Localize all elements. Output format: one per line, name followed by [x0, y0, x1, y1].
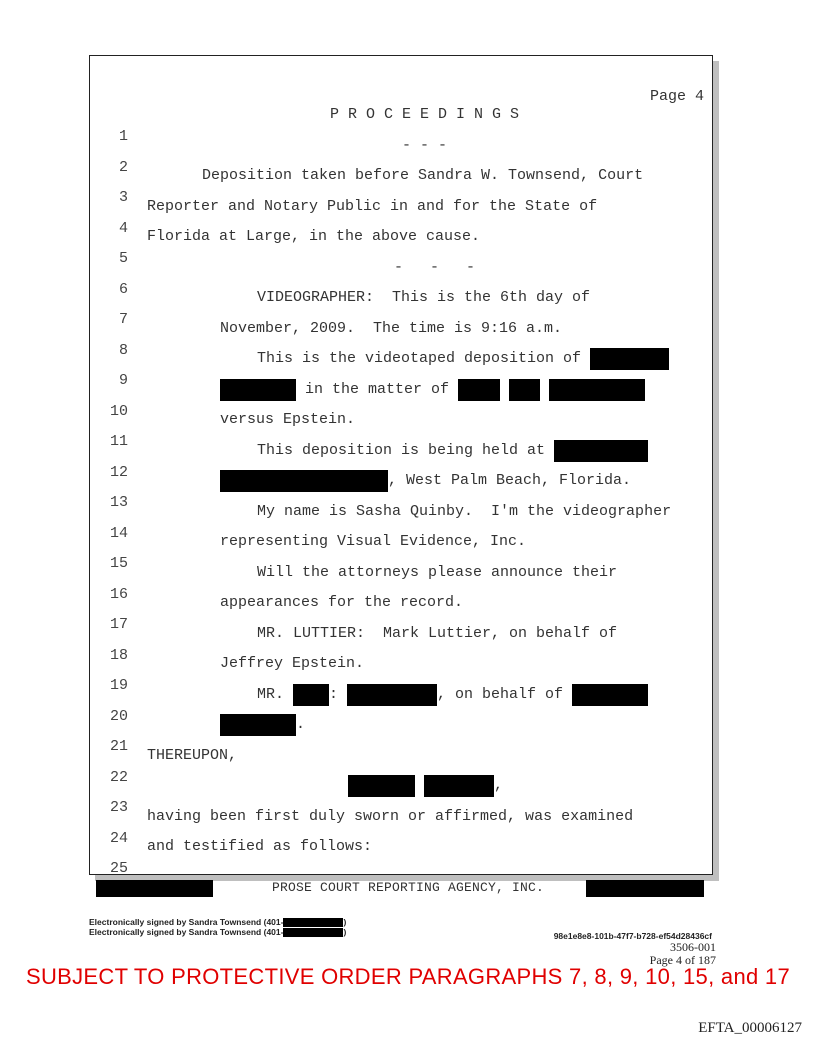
line-number: 19: [109, 677, 128, 694]
line-text: [257, 348, 669, 370]
line-text: and testified as follows:: [147, 838, 373, 855]
line-text: [220, 470, 631, 492]
redaction-box: [283, 918, 343, 927]
transcript-line-20: [90, 684, 712, 725]
esign-close: ): [343, 917, 347, 927]
protective-order-notice: SUBJECT TO PROTECTIVE ORDER PARAGRAPHS 7, 8, 9, 10, 15, and 17: [25, 964, 791, 989]
transcript-line-11: [90, 409, 712, 450]
transcript-line-25: [90, 836, 712, 877]
transcript-line-7: [90, 287, 712, 328]
line-text-segment: , on behalf of: [437, 686, 573, 703]
line-number: 23: [109, 799, 128, 816]
redaction-box: [458, 379, 500, 401]
line-text: Florida at Large, in the above cause.: [147, 228, 481, 245]
line-text: [348, 775, 503, 797]
transcript-line-15: [90, 531, 712, 572]
redaction-box: [220, 714, 296, 736]
transcript-line-13: [90, 470, 712, 511]
line-number: 18: [109, 647, 128, 664]
transcript-line-5: [90, 226, 712, 267]
bates-number: EFTA_00006127: [698, 1020, 802, 1036]
redaction-box: [283, 928, 343, 937]
transcript-page: [89, 55, 713, 875]
redaction-box: [509, 379, 540, 401]
transcript-line-23: [90, 775, 712, 816]
line-text: representing Visual Evidence, Inc.: [220, 533, 527, 550]
esign-text: Electronically signed by Sandra Townsend (401-: [89, 917, 284, 927]
line-text: Will the attorneys please announce their: [257, 564, 618, 581]
line-number: 1: [118, 128, 128, 145]
line-number: 21: [109, 738, 128, 755]
esign-text: Electronically signed by Sandra Townsend (401-: [89, 927, 284, 937]
line-text: [220, 714, 305, 736]
line-number: 25: [109, 860, 128, 877]
line-text: THEREUPON,: [147, 747, 238, 764]
line-text-segment: , West Palm Beach, Florida.: [388, 472, 632, 489]
line-number: 12: [109, 464, 128, 481]
line-text-segment: This deposition is being held at: [257, 442, 555, 459]
line-text: MR. LUTTIER: Mark Luttier, on behalf of: [257, 625, 618, 642]
line-text-segment: ,: [494, 777, 504, 794]
line-text-segment: in the matter of: [296, 381, 459, 398]
page-label: Page 4: [649, 88, 704, 105]
line-number: 2: [118, 159, 128, 176]
footer-redaction-right: [586, 880, 704, 897]
transcript-line-1: [90, 104, 712, 145]
line-number: 8: [118, 342, 128, 359]
redaction-box: [554, 440, 648, 462]
line-text: Deposition taken before Sandra W. Townsend, Court: [202, 167, 644, 184]
line-number: 15: [109, 555, 128, 572]
line-text: - - -: [402, 137, 448, 154]
line-number: 3: [118, 189, 128, 206]
line-number: 14: [109, 525, 128, 542]
redaction-box: [347, 684, 437, 706]
line-text: Jeffrey Epstein.: [220, 655, 365, 672]
transcript-line-9: [90, 348, 712, 389]
page-of-total: Page 4 of 187: [649, 953, 716, 967]
esign-close: ): [343, 927, 347, 937]
line-text: P R O C E E D I N G S: [330, 106, 520, 123]
line-text-segment: This is the videotaped deposition of: [257, 350, 591, 367]
redaction-box: [220, 379, 296, 401]
line-number: 5: [118, 250, 128, 267]
line-text: My name is Sasha Quinby. I'm the videographer: [257, 503, 672, 520]
redaction-box: [549, 379, 645, 401]
redaction-box: [220, 470, 388, 492]
transcript-line-17: [90, 592, 712, 633]
line-text: November, 2009. The time is 9:16 a.m.: [220, 320, 563, 337]
line-number: 17: [109, 616, 128, 633]
line-text-segment: :: [329, 686, 348, 703]
redaction-box: [424, 775, 494, 797]
footer-agency: PROSE COURT REPORTING AGENCY, INC.: [271, 880, 545, 895]
line-text: having been first duly sworn or affirmed, was examined: [147, 808, 634, 825]
line-text: - - -: [394, 259, 476, 276]
line-text: versus Epstein.: [220, 411, 356, 428]
line-number: 16: [109, 586, 128, 603]
line-text: appearances for the record.: [220, 594, 464, 611]
line-text-segment: .: [296, 716, 306, 733]
transcript-line-21: [90, 714, 712, 755]
esign-line-2: [89, 927, 346, 937]
line-text: [257, 440, 648, 462]
transcript-line-3: [90, 165, 712, 206]
line-text: VIDEOGRAPHER: This is the 6th day of: [257, 289, 591, 306]
redaction-box: [590, 348, 669, 370]
line-number: 7: [118, 311, 128, 328]
line-number: 11: [109, 433, 128, 450]
redaction-box: [348, 775, 415, 797]
document-hash: 98e1e8e8-101b-47f7-b728-ef54d28436cf: [553, 931, 712, 941]
line-text: Reporter and Notary Public in and for the State of: [147, 198, 598, 215]
esign-line-1: [89, 917, 346, 927]
line-number: 6: [118, 281, 128, 298]
transcript-line-22: [90, 745, 712, 786]
line-text-segment: MR.: [257, 686, 294, 703]
transcript-line-19: [90, 653, 712, 694]
line-number: 20: [109, 708, 128, 725]
line-number: 10: [109, 403, 128, 420]
line-number: 22: [109, 769, 128, 786]
line-number: 24: [109, 830, 128, 847]
line-text: [220, 379, 645, 401]
line-number: 13: [109, 494, 128, 511]
line-text: [257, 684, 648, 706]
redaction-box: [572, 684, 648, 706]
case-number: 3506-001: [670, 940, 716, 954]
redaction-box: [293, 684, 329, 706]
line-number: 4: [118, 220, 128, 237]
line-number: 9: [118, 372, 128, 389]
